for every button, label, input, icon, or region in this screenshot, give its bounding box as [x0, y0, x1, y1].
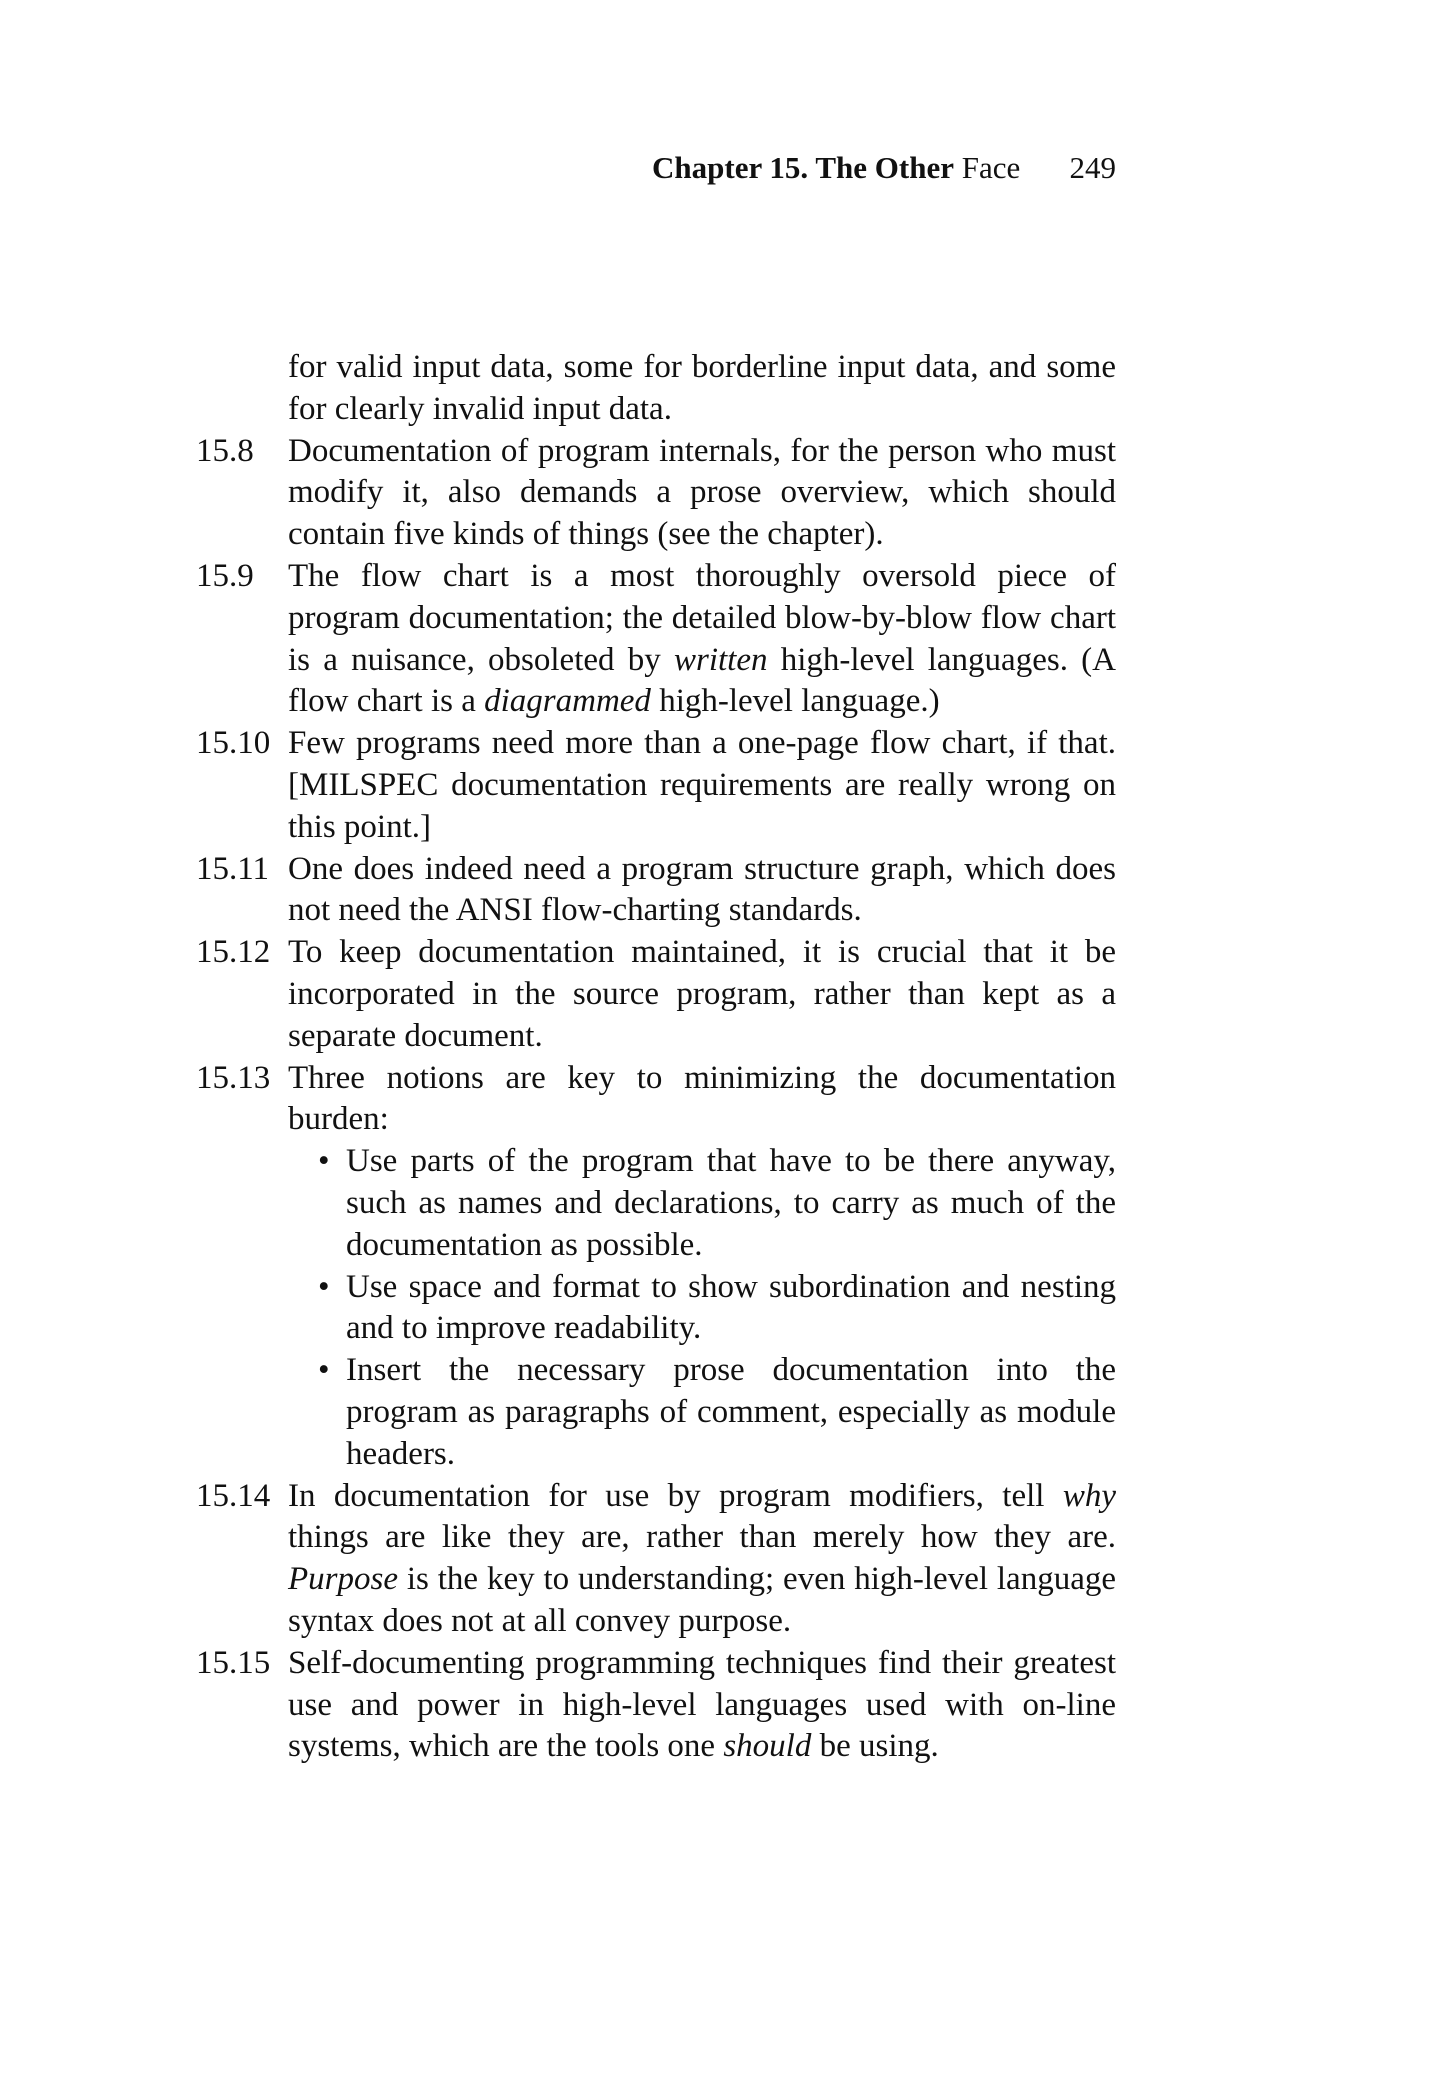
page-body [196, 347, 1116, 1768]
summary-item-15-10 [196, 723, 1116, 848]
bullet-icon: • [318, 1143, 330, 1180]
bullet-icon: • [318, 1268, 330, 1305]
item-text: Documentation of program internals, for the person who must modify it, also demands a prose overview, which should contain five kinds of things (see the chapter). [288, 432, 1116, 553]
text-run: Self-documenting programming techniques find their greatest use and power in high-level languages used with on-line systems, which are the tools one [288, 1644, 1116, 1765]
bullet-icon: • [318, 1352, 330, 1389]
item-number: 15.15 [196, 1644, 271, 1681]
text-run: be using. [811, 1728, 939, 1765]
running-head [652, 148, 1116, 188]
summary-item-15-9 [196, 556, 1116, 723]
text-run: The flow chart is a most thoroughly oversold piece of program documentation; the detailed blow-by-blow flow chart is a nuisance, obsoleted by [288, 557, 1116, 678]
emphasis-text: written [673, 641, 768, 678]
chapter-title: Chapter 15. The Other [652, 150, 954, 185]
item-number: 15.8 [196, 432, 254, 469]
summary-item-15-14 [196, 1476, 1116, 1643]
emphasis-text: Purpose [288, 1561, 398, 1598]
item-text [288, 1643, 1116, 1768]
item-text [288, 556, 1116, 723]
emphasis-text: why [1062, 1477, 1116, 1514]
item-number: 15.14 [196, 1477, 271, 1514]
bullet-text: Use parts of the program that have to be there anyway, such as names and declarations, to carry as much of the documentation as possible. [346, 1143, 1116, 1263]
bullet-item [318, 1350, 1116, 1475]
summary-item-15-12 [196, 932, 1116, 1057]
chapter-title-face: Face [961, 150, 1021, 185]
continuation-text: for valid input data, some for borderline input data, and some for clearly invalid input data. [288, 349, 1116, 427]
item-number: 15.10 [196, 725, 271, 762]
item-text: To keep documentation maintained, it is crucial that it be incorporated in the source program, rather than kept as a separate document. [288, 934, 1116, 1054]
item-text [288, 1058, 1116, 1476]
item-text: Few programs need more than a one-page flow chart, if that. [MILSPEC documentation requirements are really wrong on this point.] [288, 725, 1116, 845]
summary-item-15-11 [196, 849, 1116, 933]
page-number: 249 [1069, 150, 1116, 185]
text-run: high-level language.) [650, 683, 940, 720]
text-run: things are like they are, rather than merely how they are. [288, 1519, 1116, 1556]
emphasis-text: diagrammed [484, 683, 651, 720]
item-number: 15.13 [196, 1059, 271, 1096]
bullet-item [318, 1141, 1116, 1266]
item-number: 15.11 [196, 850, 270, 887]
item-number: 15.12 [196, 934, 271, 971]
text-run: is the key to understanding; even high-level language syntax does not at all convey purpose. [288, 1561, 1116, 1639]
bullet-text: Use space and format to show subordination and nesting and to improve readability. [346, 1268, 1116, 1347]
item-text [288, 1476, 1116, 1643]
item-number: 15.9 [196, 557, 254, 594]
emphasis-text: should [723, 1728, 812, 1765]
bullet-item [318, 1267, 1116, 1351]
text-run: Three notions are key to minimizing the documentation burden: [288, 1059, 1116, 1138]
summary-item-15-13 [196, 1058, 1116, 1476]
text-run: high-level languages. (A flow chart is a [288, 641, 1116, 720]
bullet-text: Insert the necessary prose documentation into the program as paragraphs of comment, especially as module headers. [346, 1352, 1116, 1472]
summary-item-15-15 [196, 1643, 1116, 1768]
text-run: In documentation for use by program modifiers, tell [288, 1477, 1063, 1514]
item-text: One does indeed need a program structure graph, which does not need the ANSI flow-charting standards. [288, 850, 1116, 929]
summary-item-15-8 [196, 431, 1116, 556]
